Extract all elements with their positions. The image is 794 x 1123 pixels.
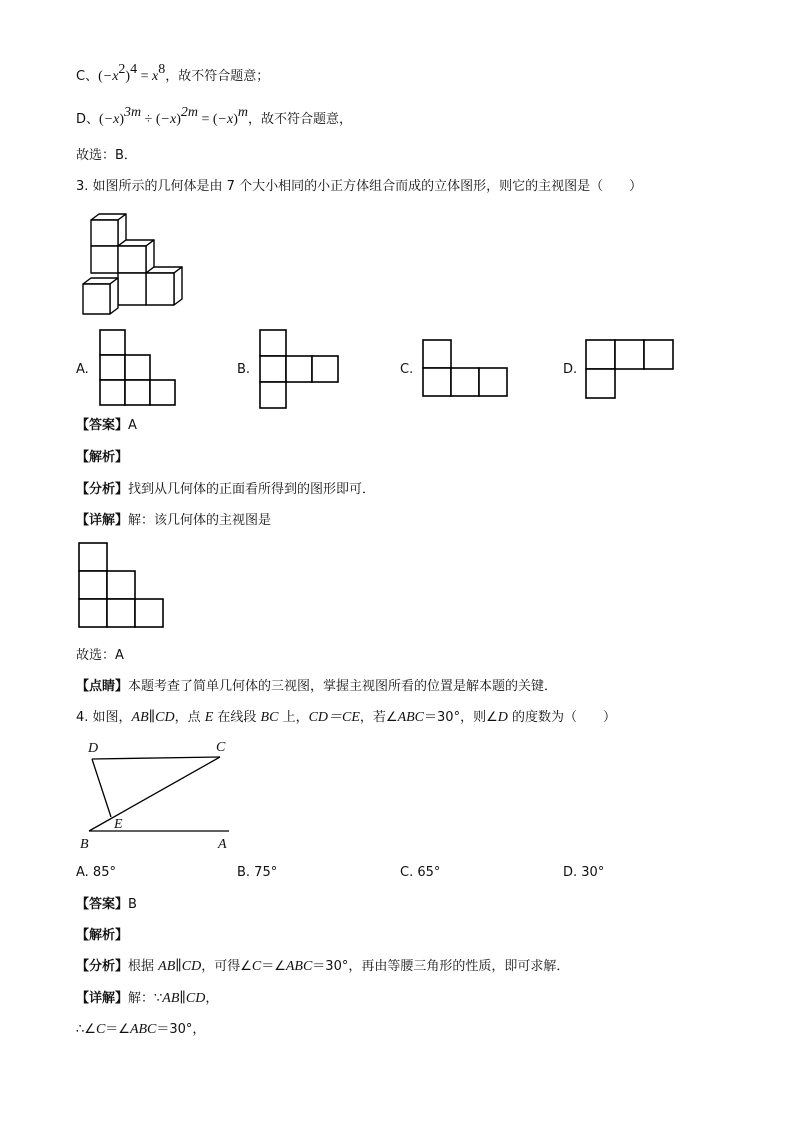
q3-option-d-label[interactable]: D.: [563, 362, 578, 377]
cube-side-face: [110, 278, 118, 314]
cube-front-face: [118, 273, 146, 305]
q4-geometry-figure: [76, 736, 236, 852]
q3-option-b-figure[interactable]: [258, 328, 340, 410]
q3-answer: 【答案】A: [76, 418, 137, 433]
cube-front-face: [83, 284, 110, 314]
cube-front-face: [118, 246, 146, 273]
q4-analysis-heading: 【解析】: [76, 928, 129, 943]
q2-option-d-line: D、$(-x)^{3m} \div (-x)^{2m} = (-x)^m$，故不符合题意，: [76, 105, 353, 127]
cube-front-face: [91, 220, 118, 246]
q3-option-b-label[interactable]: B.: [237, 362, 251, 377]
q4-detail: 【详解】解：∵AB∥CD，: [76, 991, 219, 1006]
q4-option-a[interactable]: A. 85°: [76, 865, 116, 880]
q3-dianjing: 【点睛】本题考查了简单几何体的三视图，掌握主视图所看的位置是解本题的关键．: [76, 679, 558, 694]
q3-option-d-figure[interactable]: [584, 338, 676, 400]
q4-option-d[interactable]: D. 30°: [563, 865, 605, 880]
q2-choice: 故选：B．: [76, 148, 137, 163]
q4-therefore: ∴∠C＝∠ABC＝30°，: [76, 1022, 206, 1037]
segment-de: [92, 759, 111, 817]
cube-side-face: [174, 267, 182, 305]
q4-answer: 【答案】B: [76, 897, 137, 912]
q4-stem: 4. 如图，AB∥CD，点 E 在线段 BC 上，CD＝CE，若∠ABC＝30°，则∠D 的度数为（ ）: [76, 710, 616, 725]
cube-front-face: [91, 246, 118, 273]
cube-front-face: [146, 273, 174, 305]
point-label-b: B: [80, 837, 89, 852]
q3-solid-figure: [80, 212, 190, 318]
point-label-d: D: [88, 741, 99, 756]
segment-bc: [89, 757, 220, 831]
q4-option-b[interactable]: B. 75°: [237, 865, 278, 880]
q3-option-c-figure[interactable]: [421, 338, 509, 400]
q4-option-c[interactable]: C. 65°: [400, 865, 441, 880]
point-label-a: A: [218, 837, 227, 852]
segment-dc: [92, 757, 220, 759]
q3-option-a-label[interactable]: A.: [76, 362, 89, 377]
q3-analysis-heading: 【解析】: [76, 450, 129, 465]
q3-main-view-figure: [77, 541, 165, 631]
q4-fenxi: 【分析】根据 AB∥CD，可得∠C＝∠ABC＝30°，再由等腰三角形的性质，即可求解．: [76, 959, 570, 974]
q3-choice: 故选：A: [76, 648, 124, 663]
q3-option-c-label[interactable]: C.: [400, 362, 414, 377]
q3-stem: 3. 如图所示的几何体是由 7 个大小相同的小正方体组合而成的立体图形，则它的主视图是（ ）: [76, 179, 643, 194]
q2-option-c-line: C、$(-x^2)^4 = x^8$，故不符合题意；: [76, 62, 270, 84]
q3-option-a-figure[interactable]: [98, 328, 178, 408]
q3-detail: 【详解】解：该几何体的主视图是: [76, 513, 272, 528]
point-label-e: E: [114, 817, 123, 832]
q3-fenxi: 【分析】找到从几何体的正面看所得到的图形即可．: [76, 482, 376, 497]
point-label-c: C: [216, 740, 226, 755]
